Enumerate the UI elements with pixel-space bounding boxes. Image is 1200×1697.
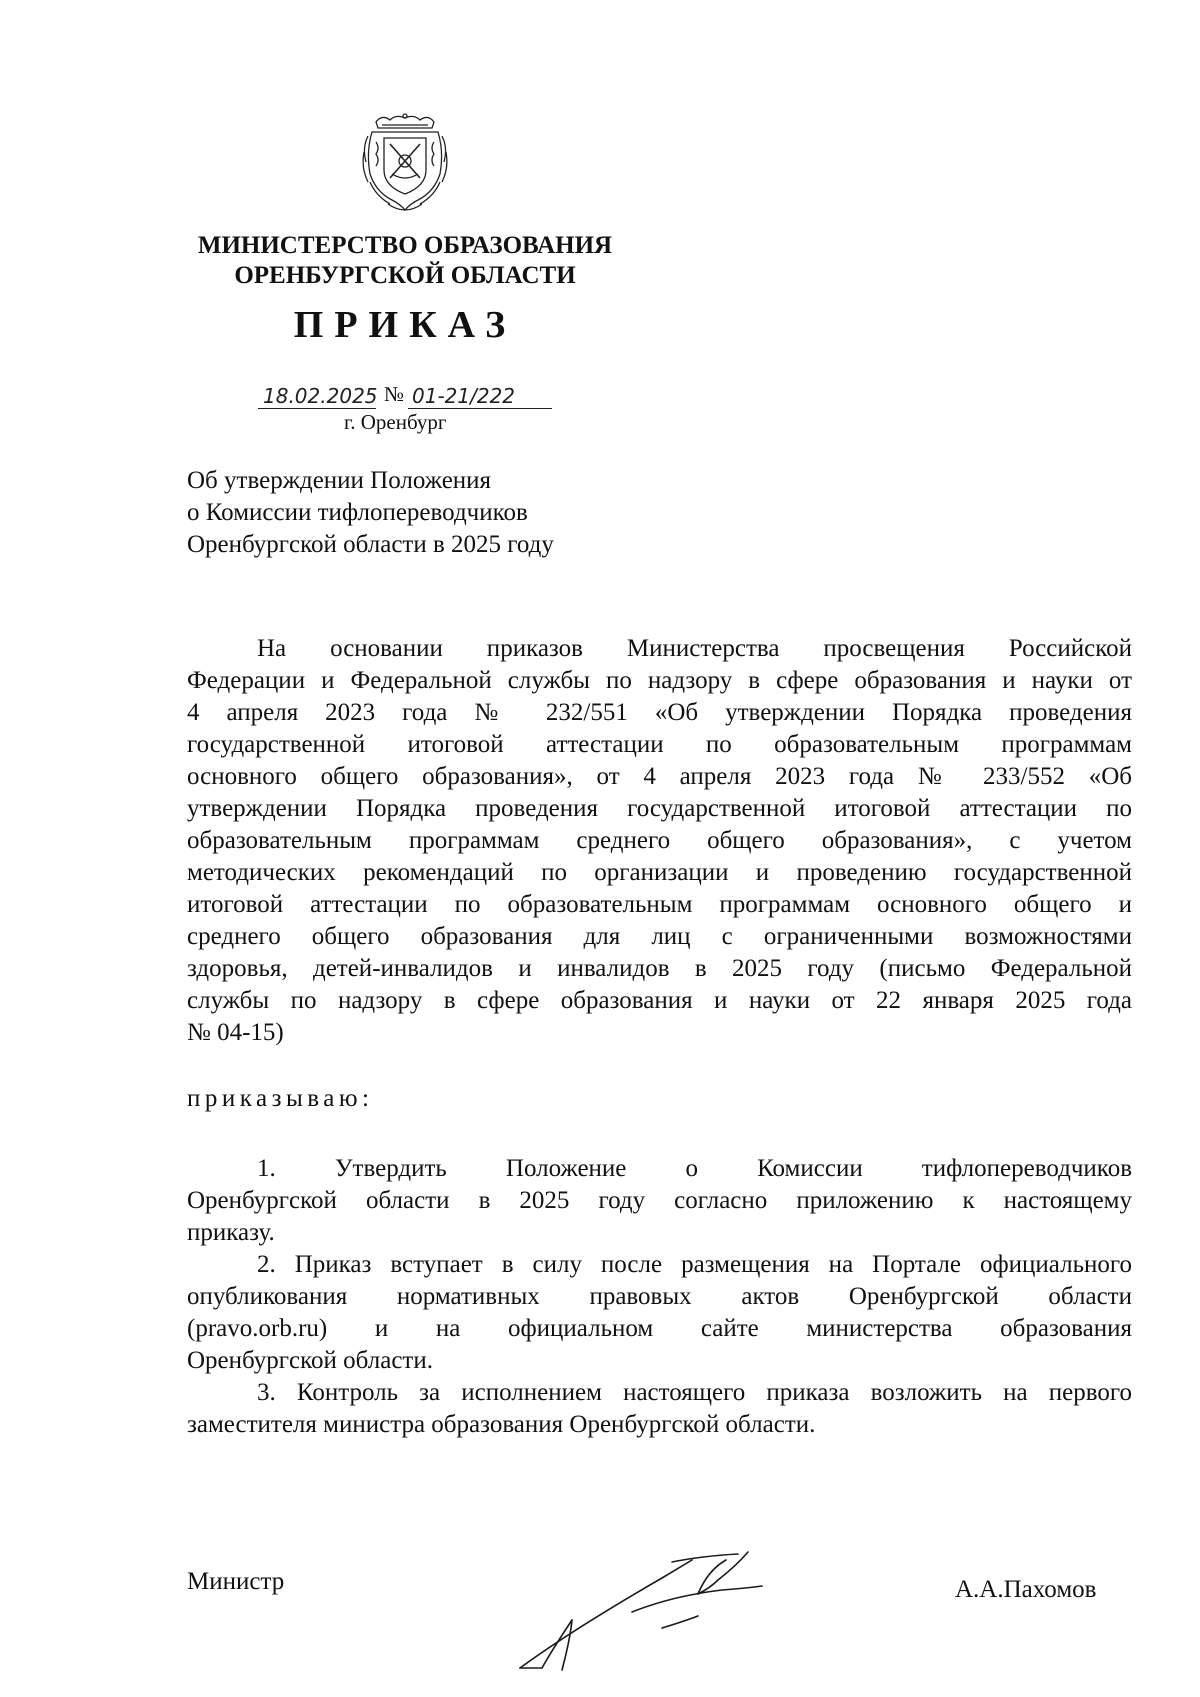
preamble-line: основного общего образования», от 4 апреля 2023 года № 233/552 «Об [187, 763, 1132, 790]
preamble-line: 4 апреля 2023 года № 232/551 «Об утверждении Порядка проведения [187, 699, 1132, 726]
number-sign: № [384, 382, 405, 406]
ministry-name-line-2: ОРЕНБУРГСКОЙ ОБЛАСТИ [234, 262, 576, 289]
preamble-line: № 04-15) [187, 1019, 284, 1046]
preamble-line: методических рекомендаций по организации и проведению государственной [187, 859, 1132, 886]
order-date: 18.02.2025 [263, 384, 378, 408]
preamble-line: среднего общего образования для лиц с ограниченными возможностями [187, 923, 1132, 950]
document-type-title: ПРИКАЗ [293, 304, 517, 346]
ministry-name-line-1: МИНИСТЕРСТВО ОБРАЗОВАНИЯ [197, 232, 613, 259]
city: г. Оренбург [344, 410, 447, 434]
subject-line: Об утверждении Положения [187, 467, 492, 494]
signatory-title: Министр [187, 1568, 285, 1595]
preamble-line: итоговой аттестации по образовательным программам основного общего и [187, 891, 1132, 918]
preamble-line: государственной итоговой аттестации по образовательным программам [187, 731, 1132, 758]
preamble-line: утверждении Порядка проведения государственной итоговой аттестации по [187, 795, 1132, 822]
preamble-line: Федерации и Федеральной службы по надзору в сфере образования и науки от [187, 667, 1132, 694]
signatory-name: А.А.Пахомов [955, 1576, 1097, 1603]
order-verb: приказываю: [187, 1085, 374, 1112]
item-line: приказу. [187, 1219, 275, 1246]
item-line: (pravo.orb.ru) и на официальном сайте министерства образования [187, 1315, 1132, 1342]
item-line: 2. Приказ вступает в силу после размещения на Портале официального [257, 1251, 1132, 1278]
preamble-paragraph [187, 633, 1132, 1049]
order-number: 01-21/222 [412, 384, 516, 408]
item-line: 3. Контроль за исполнением настоящего приказа возложить на первого [257, 1379, 1132, 1406]
handwritten-signature [512, 1500, 782, 1675]
preamble-line: службы по надзору в сфере образования и науки от 22 января 2025 года [187, 987, 1132, 1014]
item-line: Оренбургской области в 2025 году согласно приложению к настоящему [187, 1187, 1132, 1214]
item-line: заместителя министра образования Оренбургской области. [187, 1411, 816, 1438]
preamble-line: образовательным программам среднего общего образования», с учетом [187, 827, 1132, 854]
preamble-line: На основании приказов Министерства просвещения Российской [257, 635, 1132, 662]
item-line: опубликования нормативных правовых актов Оренбургской области [187, 1283, 1132, 1310]
preamble-line: здоровья, детей-инвалидов и инвалидов в 2025 году (письмо Федеральной [187, 955, 1132, 982]
subject-line: Оренбургской области в 2025 году [187, 531, 554, 558]
coat-of-arms-icon [362, 112, 448, 216]
item-line: Оренбургской области. [187, 1347, 433, 1374]
order-items [187, 1153, 1132, 1441]
subject-line: о Комиссии тифлопереводчиков [187, 499, 528, 526]
item-line: 1. Утвердить Положение о Комиссии тифлопереводчиков [257, 1155, 1132, 1182]
